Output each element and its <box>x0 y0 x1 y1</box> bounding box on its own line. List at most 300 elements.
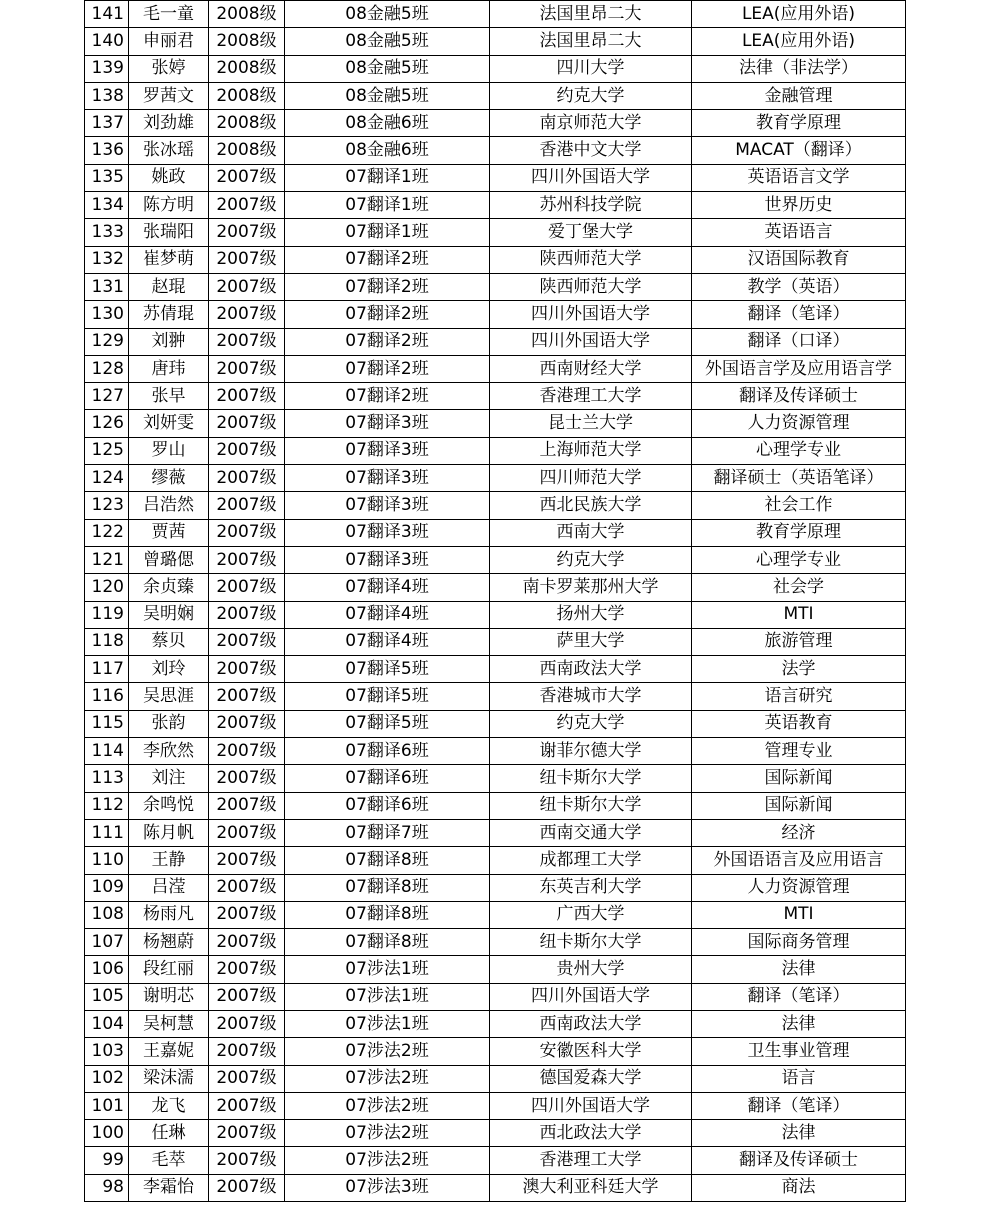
table-row <box>85 574 906 601</box>
grade-cell: 2007级 <box>209 519 285 546</box>
major-cell: 心理学专业 <box>692 437 906 464</box>
table-row <box>85 410 906 437</box>
student-name: 刘妍雯 <box>129 410 209 437</box>
university-cell: 东英吉利大学 <box>490 874 692 901</box>
table-row <box>85 465 906 492</box>
university-cell: 纽卡斯尔大学 <box>490 792 692 819</box>
table-row <box>85 1065 906 1092</box>
class-cell: 08金融5班 <box>285 55 490 82</box>
grade-cell: 2008级 <box>209 1 285 28</box>
row-number: 113 <box>85 765 129 792</box>
major-cell: 法律 <box>692 1010 906 1037</box>
class-cell: 07涉法3班 <box>285 1174 490 1201</box>
grade-cell: 2007级 <box>209 410 285 437</box>
grade-cell: 2007级 <box>209 1092 285 1119</box>
grade-cell: 2007级 <box>209 1038 285 1065</box>
row-number: 120 <box>85 574 129 601</box>
student-name: 余鸣悦 <box>129 792 209 819</box>
class-cell: 07涉法2班 <box>285 1147 490 1174</box>
table-row <box>85 929 906 956</box>
university-cell: 四川外国语大学 <box>490 328 692 355</box>
table-row <box>85 519 906 546</box>
class-cell: 07翻译3班 <box>285 546 490 573</box>
university-cell: 广西大学 <box>490 901 692 928</box>
major-cell: 教育学原理 <box>692 110 906 137</box>
grade-cell: 2007级 <box>209 710 285 737</box>
row-number: 107 <box>85 929 129 956</box>
major-cell: MTI <box>692 601 906 628</box>
class-cell: 07翻译3班 <box>285 465 490 492</box>
student-name: 段红丽 <box>129 956 209 983</box>
table-row <box>85 328 906 355</box>
row-number: 134 <box>85 192 129 219</box>
university-cell: 香港理工大学 <box>490 383 692 410</box>
major-cell: 国际商务管理 <box>692 929 906 956</box>
table-row <box>85 137 906 164</box>
grade-cell: 2007级 <box>209 901 285 928</box>
row-number: 119 <box>85 601 129 628</box>
table-row <box>85 55 906 82</box>
student-name: 蔡贝 <box>129 628 209 655</box>
major-cell: LEA(应用外语) <box>692 1 906 28</box>
major-cell: 金融管理 <box>692 82 906 109</box>
class-cell: 08金融5班 <box>285 1 490 28</box>
major-cell: 人力资源管理 <box>692 874 906 901</box>
grade-cell: 2007级 <box>209 355 285 382</box>
major-cell: 英语语言文学 <box>692 164 906 191</box>
university-cell: 南卡罗莱那州大学 <box>490 574 692 601</box>
major-cell: 卫生事业管理 <box>692 1038 906 1065</box>
table-row <box>85 355 906 382</box>
class-cell: 07涉法1班 <box>285 956 490 983</box>
row-number: 117 <box>85 656 129 683</box>
table-row <box>85 1092 906 1119</box>
major-cell: 国际新闻 <box>692 792 906 819</box>
grade-cell: 2007级 <box>209 574 285 601</box>
grade-cell: 2007级 <box>209 192 285 219</box>
row-number: 124 <box>85 465 129 492</box>
grade-cell: 2007级 <box>209 246 285 273</box>
row-number: 108 <box>85 901 129 928</box>
grade-cell: 2007级 <box>209 628 285 655</box>
university-cell: 法国里昂二大 <box>490 28 692 55</box>
student-name: 杨翘蔚 <box>129 929 209 956</box>
table-row <box>85 874 906 901</box>
class-cell: 07翻译4班 <box>285 628 490 655</box>
grade-cell: 2007级 <box>209 328 285 355</box>
university-cell: 澳大利亚科廷大学 <box>490 1174 692 1201</box>
row-number: 130 <box>85 301 129 328</box>
table-row <box>85 383 906 410</box>
class-cell: 07翻译2班 <box>285 273 490 300</box>
row-number: 116 <box>85 683 129 710</box>
major-cell: 外国语言学及应用语言学 <box>692 355 906 382</box>
table-row <box>85 819 906 846</box>
major-cell: 英语语言 <box>692 219 906 246</box>
university-cell: 昆士兰大学 <box>490 410 692 437</box>
university-cell: 四川外国语大学 <box>490 1092 692 1119</box>
student-name: 贾茜 <box>129 519 209 546</box>
university-cell: 四川外国语大学 <box>490 301 692 328</box>
grade-cell: 2008级 <box>209 55 285 82</box>
student-name: 姚政 <box>129 164 209 191</box>
student-name: 谢明芯 <box>129 983 209 1010</box>
row-number: 128 <box>85 355 129 382</box>
university-cell: 陕西师范大学 <box>490 246 692 273</box>
table-row <box>85 1010 906 1037</box>
student-name: 赵琨 <box>129 273 209 300</box>
grade-cell: 2007级 <box>209 383 285 410</box>
class-cell: 07翻译3班 <box>285 410 490 437</box>
row-number: 104 <box>85 1010 129 1037</box>
class-cell: 07翻译6班 <box>285 792 490 819</box>
row-number: 99 <box>85 1147 129 1174</box>
row-number: 126 <box>85 410 129 437</box>
grade-cell: 2007级 <box>209 465 285 492</box>
student-name: 陈月帆 <box>129 819 209 846</box>
row-number: 139 <box>85 55 129 82</box>
table-row <box>85 601 906 628</box>
university-cell: 陕西师范大学 <box>490 273 692 300</box>
class-cell: 08金融5班 <box>285 82 490 109</box>
class-cell: 07翻译2班 <box>285 383 490 410</box>
university-cell: 四川大学 <box>490 55 692 82</box>
table-row <box>85 1038 906 1065</box>
student-name: 梁沫濡 <box>129 1065 209 1092</box>
row-number: 100 <box>85 1120 129 1147</box>
student-name: 李欣然 <box>129 738 209 765</box>
student-name: 余贞臻 <box>129 574 209 601</box>
major-cell: LEA(应用外语) <box>692 28 906 55</box>
class-cell: 07翻译4班 <box>285 601 490 628</box>
table-row <box>85 82 906 109</box>
student-name: 苏倩琨 <box>129 301 209 328</box>
university-cell: 上海师范大学 <box>490 437 692 464</box>
grade-cell: 2007级 <box>209 738 285 765</box>
table-row <box>85 683 906 710</box>
major-cell: 国际新闻 <box>692 765 906 792</box>
university-cell: 爱丁堡大学 <box>490 219 692 246</box>
university-cell: 西南政法大学 <box>490 656 692 683</box>
grade-cell: 2007级 <box>209 273 285 300</box>
class-cell: 08金融6班 <box>285 137 490 164</box>
table-row <box>85 28 906 55</box>
grade-cell: 2007级 <box>209 437 285 464</box>
class-cell: 07翻译1班 <box>285 192 490 219</box>
table-row <box>85 219 906 246</box>
grade-cell: 2007级 <box>209 1120 285 1147</box>
university-cell: 成都理工大学 <box>490 847 692 874</box>
student-name: 张早 <box>129 383 209 410</box>
student-name: 张婷 <box>129 55 209 82</box>
major-cell: 翻译硕士（英语笔译） <box>692 465 906 492</box>
grade-cell: 2008级 <box>209 28 285 55</box>
student-name: 吕滢 <box>129 874 209 901</box>
major-cell: 经济 <box>692 819 906 846</box>
class-cell: 08金融6班 <box>285 110 490 137</box>
grade-cell: 2007级 <box>209 1010 285 1037</box>
major-cell: 社会学 <box>692 574 906 601</box>
university-cell: 萨里大学 <box>490 628 692 655</box>
university-cell: 香港理工大学 <box>490 1147 692 1174</box>
class-cell: 07翻译3班 <box>285 492 490 519</box>
row-number: 141 <box>85 1 129 28</box>
university-cell: 扬州大学 <box>490 601 692 628</box>
student-name: 毛萃 <box>129 1147 209 1174</box>
class-cell: 07翻译8班 <box>285 874 490 901</box>
major-cell: 翻译（口译） <box>692 328 906 355</box>
student-name: 张冰瑶 <box>129 137 209 164</box>
major-cell: 心理学专业 <box>692 546 906 573</box>
grade-cell: 2007级 <box>209 301 285 328</box>
student-name: 崔梦萌 <box>129 246 209 273</box>
row-number: 133 <box>85 219 129 246</box>
student-name: 罗山 <box>129 437 209 464</box>
class-cell: 07涉法2班 <box>285 1065 490 1092</box>
university-cell: 约克大学 <box>490 546 692 573</box>
table-row <box>85 901 906 928</box>
university-cell: 四川师范大学 <box>490 465 692 492</box>
student-name: 王嘉妮 <box>129 1038 209 1065</box>
row-number: 135 <box>85 164 129 191</box>
university-cell: 约克大学 <box>490 82 692 109</box>
grade-cell: 2007级 <box>209 956 285 983</box>
admissions-table <box>84 0 906 1202</box>
table-row <box>85 192 906 219</box>
student-name: 刘翀 <box>129 328 209 355</box>
student-name: 刘注 <box>129 765 209 792</box>
grade-cell: 2008级 <box>209 137 285 164</box>
student-name: 唐玮 <box>129 355 209 382</box>
row-number: 127 <box>85 383 129 410</box>
university-cell: 谢菲尔德大学 <box>490 738 692 765</box>
university-cell: 安徽医科大学 <box>490 1038 692 1065</box>
major-cell: 法律（非法学） <box>692 55 906 82</box>
student-name: 任琳 <box>129 1120 209 1147</box>
admissions-sheet <box>84 0 905 1202</box>
row-number: 136 <box>85 137 129 164</box>
grade-cell: 2007级 <box>209 847 285 874</box>
class-cell: 07翻译8班 <box>285 901 490 928</box>
major-cell: MTI <box>692 901 906 928</box>
major-cell: 翻译及传译硕士 <box>692 1147 906 1174</box>
major-cell: 旅游管理 <box>692 628 906 655</box>
table-row <box>85 437 906 464</box>
row-number: 132 <box>85 246 129 273</box>
university-cell: 西北民族大学 <box>490 492 692 519</box>
student-name: 吕浩然 <box>129 492 209 519</box>
table-row <box>85 656 906 683</box>
major-cell: 商法 <box>692 1174 906 1201</box>
grade-cell: 2007级 <box>209 874 285 901</box>
major-cell: MACAT（翻译） <box>692 137 906 164</box>
student-name: 刘玲 <box>129 656 209 683</box>
student-name: 张韵 <box>129 710 209 737</box>
table-row <box>85 792 906 819</box>
university-cell: 纽卡斯尔大学 <box>490 929 692 956</box>
class-cell: 07翻译6班 <box>285 738 490 765</box>
university-cell: 德国爱森大学 <box>490 1065 692 1092</box>
major-cell: 法律 <box>692 956 906 983</box>
row-number: 138 <box>85 82 129 109</box>
major-cell: 翻译及传译硕士 <box>692 383 906 410</box>
major-cell: 语言研究 <box>692 683 906 710</box>
student-name: 张瑞阳 <box>129 219 209 246</box>
row-number: 110 <box>85 847 129 874</box>
class-cell: 08金融5班 <box>285 28 490 55</box>
class-cell: 07翻译5班 <box>285 710 490 737</box>
grade-cell: 2007级 <box>209 546 285 573</box>
class-cell: 07翻译6班 <box>285 765 490 792</box>
grade-cell: 2007级 <box>209 792 285 819</box>
major-cell: 法律 <box>692 1120 906 1147</box>
student-name: 李霜怡 <box>129 1174 209 1201</box>
row-number: 112 <box>85 792 129 819</box>
major-cell: 人力资源管理 <box>692 410 906 437</box>
major-cell: 教学（英语） <box>692 273 906 300</box>
grade-cell: 2007级 <box>209 983 285 1010</box>
table-body <box>85 1 906 1202</box>
table-row <box>85 546 906 573</box>
university-cell: 约克大学 <box>490 710 692 737</box>
grade-cell: 2007级 <box>209 164 285 191</box>
row-number: 118 <box>85 628 129 655</box>
university-cell: 香港城市大学 <box>490 683 692 710</box>
row-number: 105 <box>85 983 129 1010</box>
row-number: 115 <box>85 710 129 737</box>
student-name: 刘劲雄 <box>129 110 209 137</box>
row-number: 98 <box>85 1174 129 1201</box>
major-cell: 翻译（笔译） <box>692 1092 906 1119</box>
university-cell: 西北政法大学 <box>490 1120 692 1147</box>
table-row <box>85 1174 906 1201</box>
row-number: 103 <box>85 1038 129 1065</box>
class-cell: 07涉法2班 <box>285 1120 490 1147</box>
student-name: 毛一童 <box>129 1 209 28</box>
row-number: 131 <box>85 273 129 300</box>
grade-cell: 2007级 <box>209 492 285 519</box>
student-name: 吴柯慧 <box>129 1010 209 1037</box>
university-cell: 贵州大学 <box>490 956 692 983</box>
university-cell: 苏州科技学院 <box>490 192 692 219</box>
major-cell: 外国语语言及应用语言 <box>692 847 906 874</box>
student-name: 龙飞 <box>129 1092 209 1119</box>
table-row <box>85 273 906 300</box>
table-row <box>85 164 906 191</box>
class-cell: 07翻译2班 <box>285 301 490 328</box>
class-cell: 07翻译7班 <box>285 819 490 846</box>
row-number: 121 <box>85 546 129 573</box>
major-cell: 法学 <box>692 656 906 683</box>
class-cell: 07翻译1班 <box>285 164 490 191</box>
class-cell: 07翻译1班 <box>285 219 490 246</box>
grade-cell: 2007级 <box>209 656 285 683</box>
student-name: 王静 <box>129 847 209 874</box>
grade-cell: 2007级 <box>209 683 285 710</box>
row-number: 129 <box>85 328 129 355</box>
university-cell: 西南交通大学 <box>490 819 692 846</box>
student-name: 陈方明 <box>129 192 209 219</box>
grade-cell: 2007级 <box>209 819 285 846</box>
table-row <box>85 628 906 655</box>
university-cell: 四川外国语大学 <box>490 983 692 1010</box>
grade-cell: 2007级 <box>209 765 285 792</box>
student-name: 杨雨凡 <box>129 901 209 928</box>
major-cell: 英语教育 <box>692 710 906 737</box>
table-row <box>85 847 906 874</box>
grade-cell: 2007级 <box>209 1065 285 1092</box>
grade-cell: 2007级 <box>209 601 285 628</box>
table-row <box>85 983 906 1010</box>
class-cell: 07翻译2班 <box>285 328 490 355</box>
table-row <box>85 710 906 737</box>
university-cell: 香港中文大学 <box>490 137 692 164</box>
major-cell: 管理专业 <box>692 738 906 765</box>
class-cell: 07翻译8班 <box>285 847 490 874</box>
major-cell: 教育学原理 <box>692 519 906 546</box>
table-row <box>85 492 906 519</box>
row-number: 101 <box>85 1092 129 1119</box>
student-name: 罗茜文 <box>129 82 209 109</box>
table-row <box>85 1 906 28</box>
class-cell: 07涉法1班 <box>285 1010 490 1037</box>
major-cell: 翻译（笔译） <box>692 301 906 328</box>
university-cell: 西南大学 <box>490 519 692 546</box>
university-cell: 四川外国语大学 <box>490 164 692 191</box>
table-row <box>85 956 906 983</box>
table-row <box>85 1147 906 1174</box>
row-number: 125 <box>85 437 129 464</box>
student-name: 缪薇 <box>129 465 209 492</box>
student-name: 曾璐偲 <box>129 546 209 573</box>
table-row <box>85 738 906 765</box>
row-number: 137 <box>85 110 129 137</box>
table-row <box>85 110 906 137</box>
row-number: 102 <box>85 1065 129 1092</box>
grade-cell: 2007级 <box>209 1174 285 1201</box>
row-number: 109 <box>85 874 129 901</box>
row-number: 111 <box>85 819 129 846</box>
class-cell: 07翻译4班 <box>285 574 490 601</box>
table-row <box>85 1120 906 1147</box>
row-number: 123 <box>85 492 129 519</box>
row-number: 106 <box>85 956 129 983</box>
table-row <box>85 301 906 328</box>
grade-cell: 2008级 <box>209 82 285 109</box>
row-number: 114 <box>85 738 129 765</box>
major-cell: 世界历史 <box>692 192 906 219</box>
class-cell: 07涉法2班 <box>285 1092 490 1119</box>
grade-cell: 2008级 <box>209 110 285 137</box>
major-cell: 语言 <box>692 1065 906 1092</box>
class-cell: 07翻译2班 <box>285 246 490 273</box>
table-row <box>85 246 906 273</box>
university-cell: 西南政法大学 <box>490 1010 692 1037</box>
university-cell: 纽卡斯尔大学 <box>490 765 692 792</box>
grade-cell: 2007级 <box>209 219 285 246</box>
student-name: 吴思涯 <box>129 683 209 710</box>
grade-cell: 2007级 <box>209 929 285 956</box>
major-cell: 翻译（笔译） <box>692 983 906 1010</box>
row-number: 122 <box>85 519 129 546</box>
class-cell: 07涉法1班 <box>285 983 490 1010</box>
class-cell: 07翻译2班 <box>285 355 490 382</box>
class-cell: 07翻译3班 <box>285 519 490 546</box>
class-cell: 07翻译5班 <box>285 683 490 710</box>
university-cell: 法国里昂二大 <box>490 1 692 28</box>
major-cell: 汉语国际教育 <box>692 246 906 273</box>
student-name: 申丽君 <box>129 28 209 55</box>
